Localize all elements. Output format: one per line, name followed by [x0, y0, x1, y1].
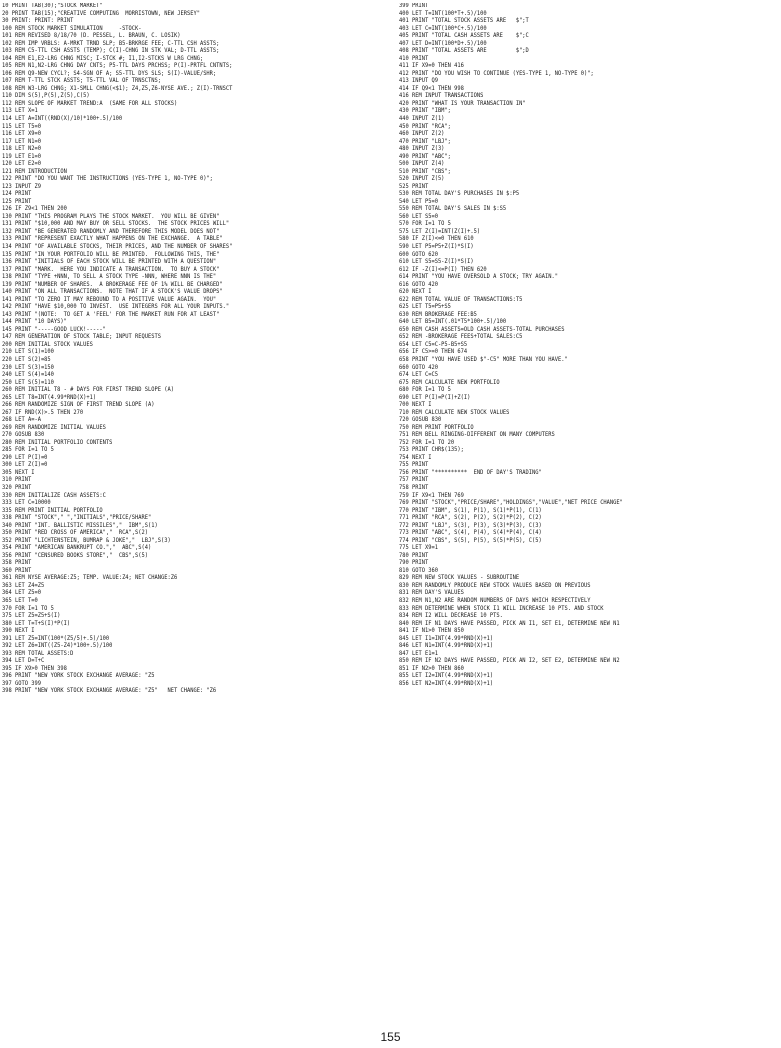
code-line: 690 LET P(I)=P(I)+Z(I): [399, 394, 471, 401]
code-line: 107 REM T-TTL STCK ASSTS; T5-TTL VAL OF TRNSCTNS;: [2, 78, 162, 85]
code-line: 200 REM INITIAL STOCK VALUES: [2, 341, 93, 348]
code-line: 490 PRINT "ABC";: [399, 153, 451, 160]
code-line: 710 REM CALCULATE NEW STOCK VALUES: [399, 409, 510, 416]
code-line: 407 LET D=INT(100*D+.5)/100: [399, 40, 487, 47]
code-line: 356 PRINT "CENSURED BOOKS STORE"," CBS",S(5): [2, 552, 149, 559]
code-line: 333 LET C=10000: [2, 500, 51, 507]
code-line: 370 FOR I=1 TO 5: [2, 605, 54, 612]
code-line: 850 REM IF N2 DAYS HAVE PASSED, PICK AN I2, SET E2, DETERMINE NEW N2: [399, 658, 620, 665]
code-line: 142 PRINT "HAVE $10,000 TO INVEST. USE INTEGERS FOR ALL YOUR INPUTS.": [2, 304, 230, 311]
code-line: 750 REM PRINT PORTFOLIO: [399, 424, 474, 431]
code-line: 845 LET I1=INT(4.99*RND(X)+1): [399, 635, 494, 642]
code-line: 392 LET Z6=INT((Z5-Z4)*100+.5)/100: [2, 643, 113, 650]
code-line: 391 LET Z5=INT(100*(Z5/5)+.5)/100: [2, 635, 110, 642]
code-line: 440 INPUT Z(1): [399, 115, 445, 122]
code-line: 141 PRINT "TO ZERO IT MAY REBOUND TO A POSITIVE VALUE AGAIN. YOU": [2, 296, 217, 303]
code-line: 305 NEXT I: [2, 469, 35, 476]
code-line: 143 PRINT "(NOTE: TO GET A 'FEEL' FOR THE MARKET RUN FOR AT LEAST": [2, 311, 220, 318]
code-line: 846 LET N1=INT(4.99*RND(X)+1): [399, 643, 494, 650]
code-line: 101 REM REVISED 8/18/70 (D. PESSEL, L. BRAUN, C. LOSIK): [2, 33, 181, 40]
code-line: 290 LET P(I)=0: [2, 454, 48, 461]
code-line: 267 IF RND(X)>.5 THEN 270: [2, 409, 84, 416]
code-line: 121 REM INTRODUCTION: [2, 168, 67, 175]
code-line: 775 LET X9=1: [399, 545, 438, 552]
code-line: 122 PRINT "DO YOU WANT THE INSTRUCTIONS (YES-TYPE 1, NO-TYPE 0)";: [2, 176, 213, 183]
code-line: 132 PRINT "BE GENERATED RANDOMLY AND THEREFORE THIS MODEL DOES NOT": [2, 228, 220, 235]
code-line: 580 IF Z(I)<=0 THEN 610: [399, 236, 474, 243]
code-line: 398 PRINT "NEW YORK STOCK EXCHANGE AVERAGE: "Z5" NET CHANGE: "Z6: [2, 688, 217, 695]
code-line: 361 REM NYSE AVERAGE:Z5; TEMP. VALUE:Z4; NET CHANGE:Z6: [2, 575, 178, 582]
code-line: 250 LET S(5)=110: [2, 379, 54, 386]
code-line: 114 LET A=INT((RND(X)/10)*100+.5)/100: [2, 115, 123, 122]
code-line: 500 INPUT Z(4): [399, 161, 445, 168]
code-line: 145 PRINT "-----GOOD LUCK!-----": [2, 326, 106, 333]
code-line: 120 LET E2=0: [2, 161, 41, 168]
code-line: 300 LET Z(I)=0: [2, 462, 48, 469]
code-line: 117 LET N1=0: [2, 138, 41, 145]
code-line: 354 PRINT "AMERICAN BANKRUPT CO."," ABC",S(4): [2, 545, 152, 552]
code-line: 720 GOSUB 830: [399, 417, 442, 424]
code-line: 831 REM DAY'S VALUES: [399, 590, 464, 597]
code-line: 757 PRINT: [399, 477, 429, 484]
code-line: 104 REM E1,E2-LRG CHNG MISC; I-STCK #; I1,I2-STCKS W LRG CHNG;: [2, 55, 204, 62]
code-line: 119 LET E1=0: [2, 153, 41, 160]
code-line: 335 REM PRINT INITIAL PORTFOLIO: [2, 507, 103, 514]
code-line: 350 PRINT "RED CROSS OF AMERICA"," RCA",S(2): [2, 530, 149, 537]
code-line: 700 NEXT I: [399, 402, 432, 409]
code-line: 210 LET S(1)=100: [2, 349, 54, 356]
code-line: 400 LET T=INT(100*T+.5)/100: [399, 10, 487, 17]
code-line: 108 REM W3-LRG CHNG; X1-SMLL CHNG(<$1); Z4,Z5,Z6-NYSE AVE.; Z(I)-TRNSCT: [2, 85, 233, 92]
code-line: 408 PRINT "TOTAL ASSETS ARE $";D: [399, 48, 529, 55]
code-line: 755 PRINT: [399, 462, 429, 469]
code-line: 830 REM RANDOMLY PRODUCE NEW STOCK VALUES BASED ON PREVIOUS: [399, 582, 591, 589]
code-line: 411 IF X9=0 THEN 416: [399, 63, 464, 70]
code-line: 640 LET B5=INT(.01*T5*100+.5)/100: [399, 319, 507, 326]
code-line: 675 REM CALCULATE NEW PORTFOLIO: [399, 379, 500, 386]
code-line: 680 FOR I=1 TO 5: [399, 387, 451, 394]
code-line: 364 LET Z5=0: [2, 590, 41, 597]
code-line: 774 PRINT "CBS", S(5), P(5), S(5)*P(5), C(5): [399, 537, 542, 544]
code-line: 550 REM TOTAL DAY'S SALES IN $:S5: [399, 206, 507, 213]
code-line: 112 REM SLOPE OF MARKET TREND:A (SAME FOR ALL STOCKS): [2, 100, 178, 107]
code-line: 570 FOR I=1 TO 5: [399, 221, 451, 228]
code-line: 600 GOTO 620: [399, 251, 438, 258]
code-line: 410 PRINT: [399, 55, 429, 62]
code-line: 652 REM -BROKERAGE FEES+TOTAL SALES:C5: [399, 334, 523, 341]
code-line: 133 PRINT "REPRESENT EXACTLY WHAT HAPPENS ON THE EXCHANGE. A TABLE": [2, 236, 223, 243]
code-line: 280 REM INITIAL PORTFOLIO CONTENTS: [2, 439, 113, 446]
code-line: 773 PRINT "ABC", S(4), P(4), S(4)*P(4), C(4): [399, 530, 542, 537]
code-line: 270 GOSUB 830: [2, 432, 45, 439]
code-line: 430 PRINT "IBM";: [399, 108, 451, 115]
code-line: 113 LET X=1: [2, 108, 38, 115]
code-line: 590 LET P5=P5+Z(I)*S(I): [399, 244, 474, 250]
code-line: 674 LET C=C5: [399, 372, 438, 379]
code-line: 625 LET T5=P5+S5: [399, 304, 451, 311]
code-line: 124 PRINT: [2, 191, 32, 198]
code-line: 460 INPUT Z(2): [399, 131, 445, 138]
code-line: 420 PRINT "WHAT IS YOUR TRANSACTION IN": [399, 100, 526, 107]
code-line: 620 NEXT I: [399, 289, 432, 296]
code-line: 756 PRINT "********** END OF DAY'S TRADING": [399, 469, 542, 476]
code-line: 769 PRINT "STOCK","PRICE/SHARE","HOLDINGS","VALUE","NET PRICE CHANGE": [399, 500, 623, 507]
code-line: 125 PRINT: [2, 198, 32, 205]
code-line: 759 IF X9<1 THEN 769: [399, 492, 464, 499]
code-line: 480 INPUT Z(3): [399, 146, 445, 153]
code-line: 758 PRINT: [399, 485, 429, 491]
code-line: 358 PRINT: [2, 560, 32, 567]
code-line: 560 LET S5=0: [399, 213, 438, 220]
code-line: 530 REM TOTAL DAY'S PURCHASES IN $:P5: [399, 191, 520, 198]
code-line: 770 PRINT "IBM", S(1), P(1), S(1)*P(1), C(1): [399, 507, 542, 514]
code-line: 310 PRINT: [2, 477, 32, 484]
code-line: 829 REM NEW STOCK VALUES - SUBROUTINE: [399, 575, 520, 582]
code-line: 363 LET Z4=Z5: [2, 582, 45, 589]
code-line: 847 LET E1=1: [399, 650, 438, 657]
code-line: 390 NEXT I: [2, 628, 35, 635]
code-line: 416 REM INPUT TRANSACTIONS: [399, 93, 484, 100]
code-line: 394 LET D=T+C: [2, 658, 45, 665]
code-line: 395 IF X9>0 THEN 398: [2, 665, 67, 672]
code-line: 360 PRINT: [2, 567, 32, 574]
code-line: 265 LET T8=INT(4.99*RND(X)+1): [2, 394, 97, 401]
code-line: 380 LET T=T+S(I)*P(I): [2, 620, 71, 627]
code-line: 658 PRINT "YOU HAVE USED $"-C5" MORE THAN YOU HAVE.": [399, 356, 568, 363]
code-line: 115 LET T5=0: [2, 123, 41, 130]
code-line: 851 IF N2>0 THEN 860: [399, 665, 464, 672]
code-line: 405 PRINT "TOTAL CASH ASSETS ARE $";C: [399, 33, 529, 40]
code-line: 365 LET T=0: [2, 597, 38, 604]
code-line: 20 PRINT TAB(15);"CREATIVE COMPUTING MORRISTOWN, NEW JERSEY": [2, 10, 200, 17]
code-line: 614 PRINT "YOU HAVE OVERSOLD A STOCK; TRY AGAIN.": [399, 274, 559, 281]
code-line: 135 PRINT "IN YOUR PORTFOLIO WILL BE PRINTED. FOLLOWING THIS, THE": [2, 251, 220, 258]
code-line: 616 GOTO 420: [399, 281, 438, 288]
code-line: 575 LET Z(I)=INT(Z(I)+.5): [399, 228, 481, 235]
code-line: 399 PRINT: [399, 3, 429, 9]
code-line: 654 LET C5=C-P5-B5+S5: [399, 341, 468, 348]
code-line: 510 PRINT "CBS";: [399, 168, 451, 175]
code-line: 137 PRINT "MARK. HERE YOU INDICATE A TRANSACTION. TO BUY A STOCK": [2, 266, 220, 273]
code-line: 123 INPUT Z9: [2, 183, 41, 190]
code-line: 393 REM TOTAL ASSETS:D: [2, 650, 74, 657]
code-line: 834 REM I2 WILL DECREASE 10 PTS.: [399, 613, 503, 620]
code-line: 134 PRINT "OF AVAILABLE STOCKS, THEIR PRICES, AND THE NUMBER OF SHARES": [2, 244, 233, 250]
code-line: 450 PRINT "RCA";: [399, 123, 451, 130]
code-line: 656 IF C5>=0 THEN 674: [399, 349, 468, 356]
listing-column-left: [2, 3, 363, 696]
code-line: 116 LET X9=0: [2, 131, 41, 138]
code-line: 840 REM IF N1 DAYS HAVE PASSED, PICK AN I1, SET E1, DETERMINE NEW N1: [399, 620, 620, 627]
code-line: 268 LET A=-A: [2, 417, 41, 424]
code-line: 269 REM RANDOMIZE INITIAL VALUES: [2, 424, 106, 431]
code-line: 30 PRINT: PRINT: PRINT: [2, 18, 74, 25]
code-line: 266 REM RANDOMIZE SIGN OF FIRST TREND SLOPE (A): [2, 402, 155, 409]
code-line: 330 REM INITIALIZE CASH ASSETS:C: [2, 492, 106, 499]
code-line: 856 LET N2=INT(4.99*RND(X)+1): [399, 680, 494, 687]
code-line: 352 PRINT "LICHTENSTEIN, BUMRAP & JOKE"," LBJ",S(3): [2, 537, 171, 544]
code-line: 118 LET N2=0: [2, 146, 41, 153]
code-line: 833 REM DETERMINE WHEN STOCK I1 WILL INCREASE 10 PTS. AND STOCK: [399, 605, 604, 612]
code-line: 622 REM TOTAL VALUE OF TRANSACTIONS:T5: [399, 296, 523, 303]
code-line: 240 LET S(4)=140: [2, 372, 54, 379]
code-line: 780 PRINT: [399, 552, 429, 559]
code-line: 520 INPUT Z(5): [399, 176, 445, 183]
page-number: 155: [380, 1030, 401, 1044]
code-line: 855 LET I2=INT(4.99*RND(X)+1): [399, 673, 494, 680]
code-line: 525 PRINT: [399, 183, 429, 190]
code-line: 260 REM INITIAL T8 - # DAYS FOR FIRST TREND SLOPE (A): [2, 387, 174, 394]
code-line: 220 LET S(2)=85: [2, 356, 51, 363]
code-line: 413 INPUT Q9: [399, 78, 438, 85]
code-line: 612 IF -Z(I)<=P(I) THEN 620: [399, 266, 487, 273]
code-line: 144 PRINT "10 DAYS)": [2, 319, 67, 326]
code-line: 403 LET C=INT(100*C+.5)/100: [399, 25, 487, 32]
code-line: 790 PRINT: [399, 560, 429, 567]
code-line: 110 DIM S(5),P(5),Z(5),C(5): [2, 93, 90, 100]
code-line: 375 LET Z5=Z5+S(I): [2, 613, 61, 620]
code-line: 103 REM C5-TTL CSH ASSTS (TEMP); C(I)-CHNG IN STK VAL; D-TTL ASSTS;: [2, 48, 220, 55]
code-line: 140 PRINT "ON ALL TRANSACTIONS. NOTE THAT IF A STOCK'S VALUE DROPS": [2, 289, 223, 296]
code-line: 540 LET P5=0: [399, 198, 438, 205]
code-line: 147 REM GENERATION OF STOCK TABLE; INPUT REQUESTS: [2, 334, 162, 341]
code-line: 338 PRINT "STOCK"," ","INITIALS","PRICE/SHARE": [2, 515, 152, 522]
code-line: 126 IF Z9<1 THEN 200: [2, 206, 67, 213]
code-line: 10 PRINT TAB(30);"STOCK MARKET": [2, 3, 103, 9]
code-line: 138 PRINT "TYPE +NNN, TO SELL A STOCK TYPE -NNN, WHERE NNN IS THE": [2, 274, 217, 281]
code-line: 610 LET S5=S5-Z(I)*S(I): [399, 259, 474, 266]
code-line: 752 FOR I=1 TO 20: [399, 439, 455, 446]
code-line: 106 REM Q9-NEW CYCL?; S4-SGN OF A; S5-TTL DYS SLS; S(I)-VALUE/SHR;: [2, 70, 217, 77]
code-line: 414 IF Q9<1 THEN 998: [399, 85, 464, 92]
code-line: 397 GOTO 399: [2, 680, 41, 687]
code-line: 102 REM IMP VRBLS: A-MRKT TRND SLP; B5-BRKRGE FEE; C-TTL CSH ASSTS;: [2, 40, 220, 47]
code-line: 396 PRINT "NEW YORK STOCK EXCHANGE AVERAGE: "Z5: [2, 673, 155, 680]
code-line: 130 PRINT "THIS PROGRAM PLAYS THE STOCK MARKET. YOU WILL BE GIVEN": [2, 213, 220, 220]
code-line: 412 PRINT "DO YOU WISH TO CONTINUE (YES-TYPE 1, NO-TYPE 0)";: [399, 70, 594, 77]
code-line: 340 PRINT "INT. BALLISTIC MISSILES"," IBM",S(1): [2, 522, 158, 529]
code-line: 136 PRINT "INITIALS OF EACH STOCK WILL BE PRINTED WITH A QUESTION": [2, 259, 217, 266]
code-line: 754 NEXT I: [399, 454, 432, 461]
listing-column-right: [399, 3, 749, 688]
code-line: 100 REM STOCK MARKET SIMULATION -STOCK-: [2, 25, 142, 32]
code-line: 139 PRINT "NUMBER OF SHARES. A BROKERAGE FEE OF 1% WILL BE CHARGED": [2, 281, 223, 288]
code-line: 401 PRINT "TOTAL STOCK ASSETS ARE $";T: [399, 18, 529, 25]
code-line: 131 PRINT "$10,000 AND MAY BUY OR SELL STOCKS. THE STOCK PRICES WILL": [2, 221, 230, 228]
code-line: 230 LET S(3)=150: [2, 364, 54, 371]
code-line: 650 REM CASH ASSETS=OLD CASH ASSETS-TOTAL PURCHASES: [399, 326, 565, 333]
code-line: 810 GOTO 360: [399, 567, 438, 574]
code-line: 630 REM BROKERAGE FEE:B5: [399, 311, 477, 318]
code-line: 751 REM BELL RINGING-DIFFERENT ON MANY COMPUTERS: [399, 432, 555, 439]
code-line: 320 PRINT: [2, 485, 32, 491]
code-line: 772 PRINT "LBJ", S(3), P(3), S(3)*P(3), C(3): [399, 522, 542, 529]
code-line: 660 GOTO 420: [399, 364, 438, 371]
code-line: 832 REM N1,N2 ARE RANDOM NUMBERS OF DAYS WHICH RESPECTIVELY: [399, 597, 591, 604]
code-line: 753 PRINT CHR$(135);: [399, 447, 464, 454]
code-line: 470 PRINT "LBJ";: [399, 138, 451, 145]
code-line: 771 PRINT "RCA", S(2), P(2), S(2)*P(2), C(2): [399, 515, 542, 522]
code-line: 841 IF N1>0 THEN 850: [399, 628, 464, 635]
code-line: 285 FOR I=1 TO 5: [2, 447, 54, 454]
code-line: 105 REM N1,N2-LRG CHNG DAY CNTS; P5-TTL DAYS PRCHSS; P(I)-PRTFL CNTNTS;: [2, 63, 233, 70]
